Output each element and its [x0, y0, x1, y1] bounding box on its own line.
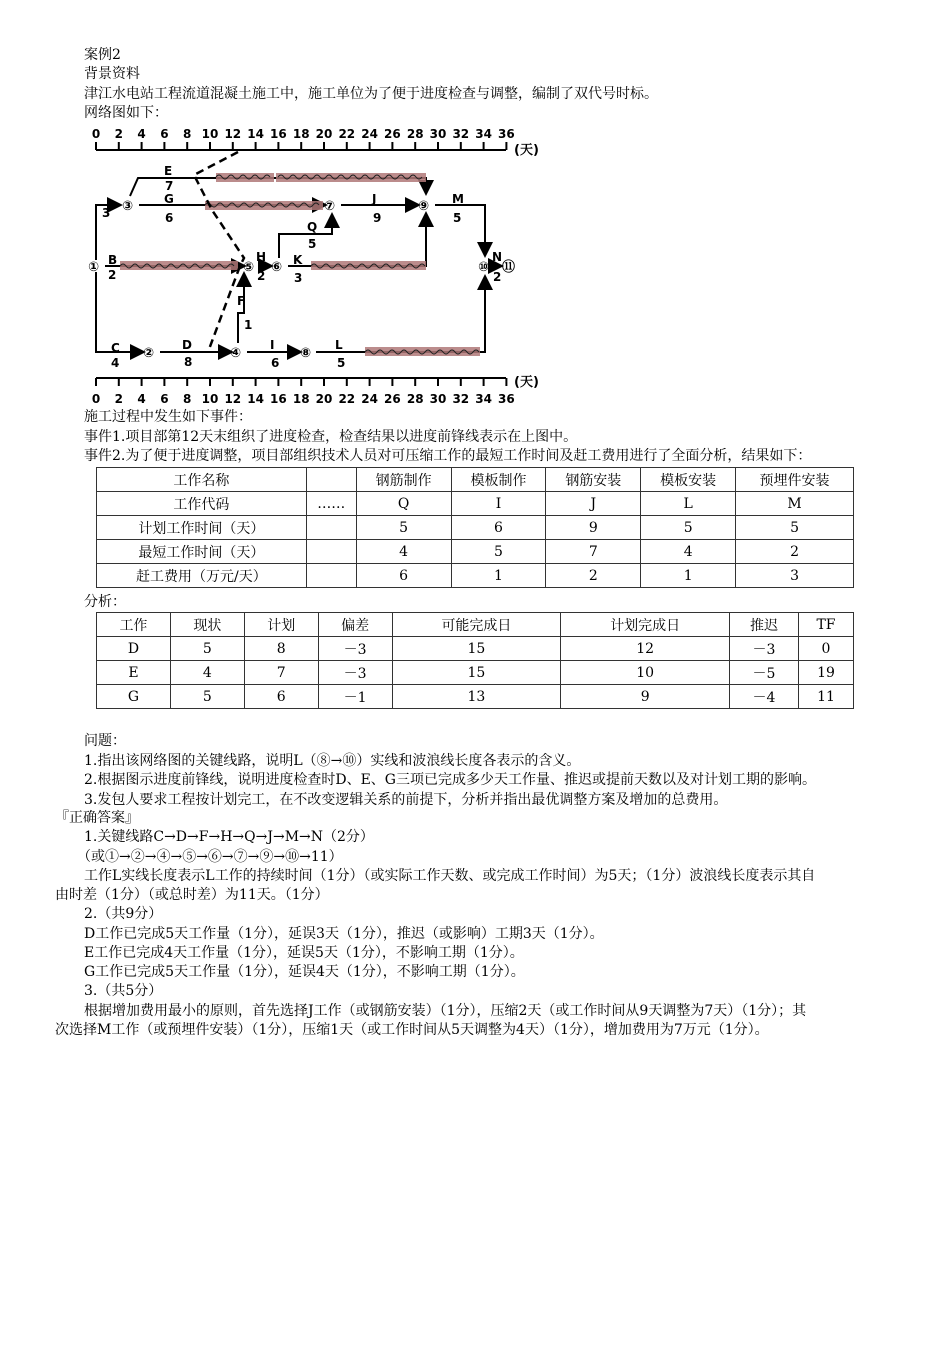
bottom-scale-label-30: 30 [429, 392, 447, 406]
table1-cell: 1 [641, 564, 736, 588]
event-1: 事件1.项目部第12天末组织了进度检查，检查结果以进度前锋线表示在上图中。 [84, 429, 578, 445]
table2-header-cell: TF [798, 613, 853, 637]
table2-cell: 6 [244, 685, 318, 709]
table1-row [97, 492, 854, 516]
top-scale-label-2: 2 [114, 127, 123, 141]
label-1-3-dur: 3 [102, 206, 111, 220]
table2-cell: D [97, 637, 171, 661]
table2-header-cell: 工作 [97, 613, 171, 637]
label-j-dur: 9 [373, 211, 382, 225]
bottom-scale-label-24: 24 [361, 392, 378, 406]
label-q-code: Q [307, 220, 318, 234]
top-scale-label-20: 20 [315, 127, 333, 141]
label-q-dur: 5 [308, 237, 317, 251]
top-time-scale [92, 127, 515, 150]
table1-cell: 赶工费用（万元/天） [97, 564, 307, 588]
network-label: 网络图如下： [84, 105, 168, 121]
bottom-scale-label-28: 28 [406, 392, 424, 406]
table2-cell: 0 [798, 637, 853, 661]
table2-header-cell: 推迟 [730, 613, 799, 637]
table1-row [97, 540, 854, 564]
table2-cell: －3 [730, 637, 799, 661]
answer-2-d: D工作已完成5天工作量（1分），延误3天（1分），推迟（或影响）工期3天（1分）。 [84, 926, 604, 942]
top-scale-label-14: 14 [247, 127, 264, 141]
label-l-code: L [335, 338, 343, 352]
label-f-code: F [237, 294, 246, 308]
table2-cell: 8 [244, 637, 318, 661]
analysis-label: 分析： [84, 594, 126, 610]
event-2: 事件2.为了便于进度调整，项目部组织技术人员对可压缩工作的最短工作时间及赶工费用进行了全面分析，结果如下： [84, 448, 812, 464]
table1-cell: 5 [451, 540, 546, 564]
label-n-code: N [492, 250, 503, 264]
bottom-scale-label-18: 18 [292, 392, 310, 406]
label-d-code: D [182, 338, 192, 352]
table1-row [97, 468, 854, 492]
bottom-scale-label-20: 20 [315, 392, 333, 406]
label-h-code: H [256, 250, 267, 264]
answer-3-text-2: 次选择M工作（或预埋件安装）（1分），压缩1天（或工作时间从5天调整为4天）（1分），增加费用为7万元（1分）。 [55, 1022, 769, 1038]
answer-2-g: G工作已完成5天工作量（1分），延误4天（1分），不影响工期（1分）。 [84, 964, 525, 980]
label-d-dur: 8 [184, 355, 193, 369]
answer-1-title: 1.关键线路C→D→F→H→Q→J→M→N（2分） [84, 829, 374, 845]
table1-cell: 工作代码 [97, 492, 307, 516]
node-11: ⑪ [502, 260, 516, 275]
table2-cell: 13 [392, 685, 561, 709]
table1-row [97, 516, 854, 540]
bottom-time-scale [92, 378, 515, 406]
label-c-code: C [111, 341, 120, 355]
top-scale-label-6: 6 [160, 127, 169, 141]
top-scale-label-36: 36 [498, 127, 515, 141]
case-title: 案例2 [84, 47, 121, 63]
table1-cell: Q [356, 492, 451, 516]
label-j-code: J [372, 192, 377, 206]
table1-cell: 6 [451, 516, 546, 540]
answer-1-text-1: 工作L实线长度表示L工作的持续时间（1分）（或实际工作天数、或完成工作时间）为5天；（1分）波浪线长度表示其自 [84, 868, 816, 884]
table1-cell: 5 [641, 516, 736, 540]
top-scale-label-18: 18 [292, 127, 310, 141]
bottom-scale-label-2: 2 [114, 392, 123, 406]
top-scale-label-24: 24 [361, 127, 378, 141]
top-scale-label-0: 0 [91, 127, 101, 141]
table1-cell: 3 [736, 564, 854, 588]
table2-cell: 4 [170, 661, 244, 685]
table2-header-row [97, 613, 854, 637]
table1-cell: 9 [546, 516, 641, 540]
bottom-unit-label: (天) [514, 375, 539, 390]
table2-cell: 11 [798, 685, 853, 709]
table1-cell [306, 564, 356, 588]
table2-cell: －1 [318, 685, 392, 709]
table1-cell: …… [306, 492, 356, 516]
table2-cell: 5 [170, 637, 244, 661]
bottom-scale-label-6: 6 [160, 392, 169, 406]
table1-cell: 计划工作时间（天） [97, 516, 307, 540]
compression-table [96, 467, 854, 588]
answer-2-e: E工作已完成4天工作量（1分），延误5天（1分），不影响工期（1分）。 [84, 945, 524, 961]
table2-header-cell: 可能完成日 [392, 613, 561, 637]
top-scale-label-16: 16 [270, 127, 287, 141]
table1-cell: 5 [736, 516, 854, 540]
label-h-dur: 2 [257, 269, 266, 283]
table2-header-cell: 偏差 [318, 613, 392, 637]
table2-cell: 19 [798, 661, 853, 685]
table1-cell [306, 516, 356, 540]
label-n-dur: 2 [493, 270, 502, 284]
bottom-scale-label-34: 34 [475, 392, 492, 406]
label-k-dur: 3 [294, 271, 303, 285]
wave-e-1 [216, 173, 274, 182]
node-6: ⑥ [271, 260, 283, 275]
top-scale-label-8: 8 [183, 127, 192, 141]
table1-cell: 钢筋制作 [356, 468, 451, 492]
node-10: ⑩ [478, 260, 490, 275]
table2-cell: －5 [730, 661, 799, 685]
bottom-scale-label-0: 0 [91, 392, 101, 406]
table2-header-cell: 计划完成日 [561, 613, 730, 637]
answer-3-title: 3.（共5分） [84, 983, 163, 999]
background-label: 背景资料 [84, 66, 140, 82]
table1-cell: 模板制作 [451, 468, 546, 492]
label-g-code: G [164, 192, 174, 206]
node-3: ③ [122, 199, 134, 214]
table1-cell: 5 [356, 516, 451, 540]
table2-cell: E [97, 661, 171, 685]
table1-cell: L [641, 492, 736, 516]
top-scale-label-12: 12 [224, 127, 242, 141]
label-i-code: I [270, 338, 275, 352]
answer-label: 『正确答案』 [55, 810, 139, 826]
top-scale-label-26: 26 [384, 127, 401, 141]
label-i-dur: 6 [271, 356, 280, 370]
question-2: 2.根据图示进度前锋线，说明进度检查时D、E、G三项已完成多少天工作量、推迟或提前天数以及对计划工期的影响。 [84, 772, 816, 788]
top-scale-label-22: 22 [338, 127, 356, 141]
label-e-dur: 7 [165, 179, 174, 193]
top-scale-label-10: 10 [201, 127, 219, 141]
table1-cell: 2 [736, 540, 854, 564]
question-3: 3.发包人要求工程按计划完工，在不改变逻辑关系的前提下，分析并指出最优调整方案及增加的总费用。 [84, 792, 728, 808]
label-m-dur: 5 [453, 211, 462, 225]
table1-cell: 钢筋安装 [546, 468, 641, 492]
label-b-code: B [108, 253, 118, 267]
analysis-table [96, 612, 854, 709]
table1-cell: 4 [641, 540, 736, 564]
question-1: 1.指出该网络图的关键线路，说明L（⑧→⑩）实线和波浪线长度各表示的含义。 [84, 753, 581, 769]
table2-cell: 7 [244, 661, 318, 685]
node-4: ④ [230, 346, 242, 361]
table1-cell: 4 [356, 540, 451, 564]
table1-cell: 2 [546, 564, 641, 588]
table2-cell: 5 [170, 685, 244, 709]
label-f-dur: 1 [244, 318, 253, 332]
bottom-scale-label-4: 4 [137, 392, 146, 406]
bottom-scale-label-22: 22 [338, 392, 356, 406]
label-e-code: E [164, 164, 173, 178]
table2-row [97, 685, 854, 709]
table2-cell: 15 [392, 637, 561, 661]
table1-cell: 预埋件安装 [736, 468, 854, 492]
table1-cell: I [451, 492, 546, 516]
table2-row [97, 661, 854, 685]
table2-cell: 9 [561, 685, 730, 709]
bottom-scale-label-16: 16 [270, 392, 287, 406]
bottom-scale-label-26: 26 [384, 392, 401, 406]
top-scale-label-34: 34 [475, 127, 492, 141]
table1-row [97, 564, 854, 588]
table1-cell: 模板安装 [641, 468, 736, 492]
table2-header-cell: 计划 [244, 613, 318, 637]
node-5: ⑤ [243, 260, 255, 275]
arrow-q [279, 216, 332, 258]
network-diagram [84, 120, 554, 410]
answer-3-text-1: 根据增加费用最小的原则，首先选择J工作（或钢筋安装）（1分），压缩2天（或工作时间从9天调整为7天）（1分）；其 [84, 1003, 807, 1019]
node-2: ② [143, 346, 155, 361]
label-k-code: K [293, 253, 303, 267]
table2-header-cell: 现状 [170, 613, 244, 637]
table2-cell: －3 [318, 661, 392, 685]
table1-cell [306, 468, 356, 492]
table2-cell: －3 [318, 637, 392, 661]
label-l-dur: 5 [337, 356, 346, 370]
table1-cell: J [546, 492, 641, 516]
top-scale-label-30: 30 [429, 127, 447, 141]
table1-cell: 工作名称 [97, 468, 307, 492]
node-1: ① [88, 260, 100, 275]
label-c-dur: 4 [111, 356, 120, 370]
top-scale-label-4: 4 [137, 127, 146, 141]
table2-row [97, 637, 854, 661]
top-scale-label-28: 28 [406, 127, 424, 141]
node-8: ⑧ [300, 346, 312, 361]
events-intro: 施工过程中发生如下事件： [84, 409, 252, 425]
table2-cell: 15 [392, 661, 561, 685]
table2-cell: 12 [561, 637, 730, 661]
node-9: ⑨ [418, 199, 430, 214]
bottom-scale-label-8: 8 [183, 392, 192, 406]
wave-e-2 [276, 173, 426, 182]
label-b-dur: 2 [108, 268, 117, 282]
bottom-scale-label-12: 12 [224, 392, 242, 406]
label-g-dur: 6 [165, 211, 174, 225]
answer-1-text-2: 由时差（1分）（或总时差）为11天。（1分） [55, 887, 329, 903]
answer-1-alt: （或①→②→④→⑤→⑥→⑦→⑨→⑩→11） [77, 849, 343, 865]
arrow-c [96, 272, 142, 352]
answer-2-title: 2.（共9分） [84, 906, 163, 922]
label-m-code: M [452, 192, 464, 206]
table1-cell: 6 [356, 564, 451, 588]
background-text: 津江水电站工程流道混凝土施工中，施工单位为了便于进度检查与调整，编制了双代号时标。 [84, 86, 658, 102]
table2-cell: 10 [561, 661, 730, 685]
bottom-scale-label-32: 32 [452, 392, 470, 406]
table1-cell [306, 540, 356, 564]
table2-cell: G [97, 685, 171, 709]
top-unit-label: (天) [514, 143, 539, 158]
table2-cell: －4 [730, 685, 799, 709]
top-scale-label-32: 32 [452, 127, 470, 141]
table1-cell: 7 [546, 540, 641, 564]
questions-label: 问题： [84, 733, 126, 749]
node-7: ⑦ [324, 199, 336, 214]
bottom-scale-label-36: 36 [498, 392, 515, 406]
table1-cell: 最短工作时间（天） [97, 540, 307, 564]
bottom-scale-label-10: 10 [201, 392, 219, 406]
table1-cell: 1 [451, 564, 546, 588]
table1-cell: M [736, 492, 854, 516]
bottom-scale-label-14: 14 [247, 392, 264, 406]
arrow-f [238, 275, 244, 343]
